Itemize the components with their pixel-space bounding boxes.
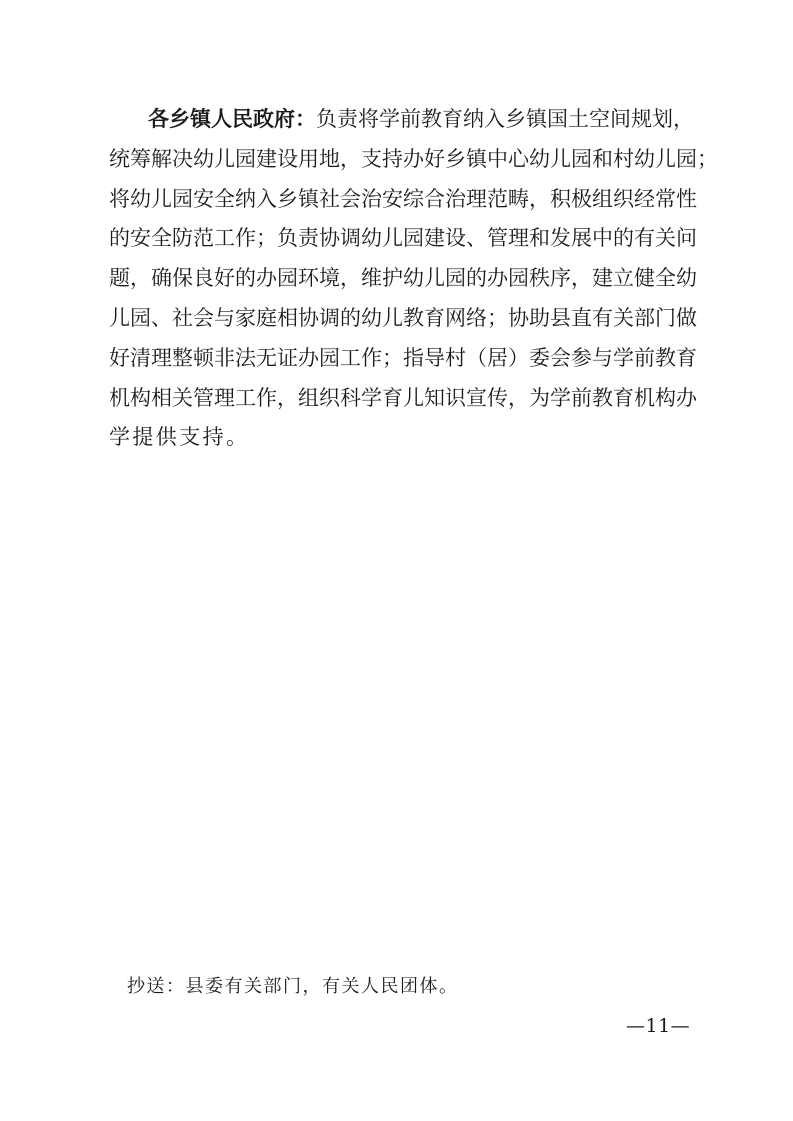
paragraph-line-3: 将幼儿园安全纳入乡镇社会治安综合治理范畴，积极组织经常性 xyxy=(109,186,697,211)
paragraph-line-1 xyxy=(109,100,693,140)
paragraph-line-4: 的安全防范工作；负责协调幼儿园建设、管理和发展中的有关问 xyxy=(109,226,697,251)
body-paragraph xyxy=(109,100,718,458)
paragraph-line-9: 学提供支持。 xyxy=(109,425,250,450)
page-number: —11— xyxy=(626,1015,691,1037)
paragraph-line-8: 机构相关管理工作，组织科学育儿知识宣传，为学前教育机构办 xyxy=(109,385,697,410)
cc-line: 抄送：县委有关部门，有关人民团体。 xyxy=(127,976,459,997)
paragraph-line-2: 统筹解决幼儿园建设用地，支持办好乡镇中心幼儿园和村幼儿园； xyxy=(109,146,718,171)
paragraph-line-7: 好清理整顿非法无证办园工作；指导村（居）委会参与学前教育 xyxy=(109,345,697,370)
paragraph-lead-heading: 各乡镇人民政府： xyxy=(148,107,316,131)
paragraph-line-6: 儿园、社会与家庭相协调的幼儿教育网络；协助县直有关部门做 xyxy=(109,305,697,330)
paragraph-line-text: 负责将学前教育纳入乡镇国土空间规划， xyxy=(316,107,694,131)
paragraph-line-5: 题，确保良好的办园环境，维护幼儿园的办园秩序，建立健全幼 xyxy=(109,266,697,291)
